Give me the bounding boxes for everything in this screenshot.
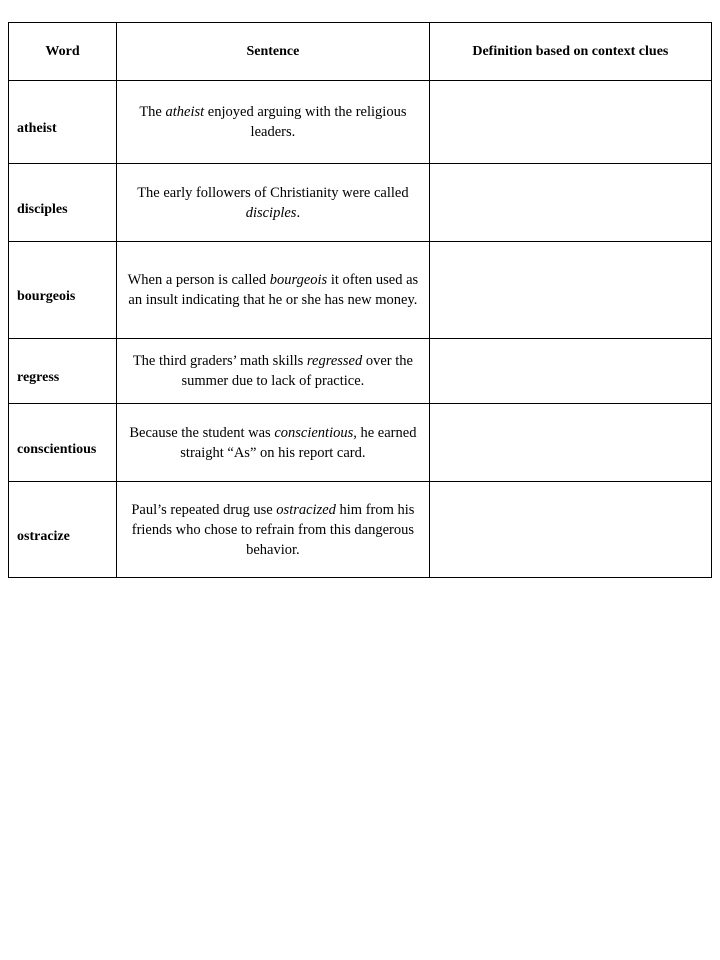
vocab-word-italic: atheist: [165, 104, 205, 120]
sentence-text: him from his friends who chose to refrain from this dangerous behavior.: [131, 501, 415, 558]
sentence-cell: [117, 404, 430, 482]
definition-cell[interactable]: [429, 81, 711, 164]
word-cell: regress: [9, 339, 117, 404]
vocab-word-italic: disciples: [245, 204, 297, 221]
word-cell: ostracize: [9, 482, 117, 578]
table-row: [9, 404, 712, 482]
header-definition: Definition based on context clues: [429, 23, 711, 81]
sentence-text: over the summer due to lack of practice.: [181, 353, 413, 389]
header-row: [9, 23, 712, 81]
sentence-text: When a person is called: [127, 272, 270, 288]
table-row: [9, 81, 712, 164]
sentence-cell: [117, 164, 430, 242]
table-row: [9, 242, 712, 339]
sentence-text: .: [296, 204, 301, 221]
definition-cell[interactable]: [429, 482, 711, 578]
sentence-text: The early followers of Christianity were called: [137, 184, 409, 201]
vocabulary-table: [8, 22, 712, 578]
sentence-text: Paul’s repeated drug use: [131, 501, 277, 518]
sentence-cell: [117, 81, 430, 164]
vocab-word-italic: ostracized: [276, 501, 336, 518]
definition-cell[interactable]: [429, 164, 711, 242]
table-row: [9, 482, 712, 578]
table-row: [9, 339, 712, 404]
word-cell: bourgeois: [9, 242, 117, 339]
header-word: Word: [9, 23, 117, 81]
vocab-word-italic: conscientious: [274, 424, 354, 441]
vocab-word-italic: bourgeois: [269, 272, 328, 288]
sentence-text: The third graders’ math skills: [132, 353, 307, 369]
word-cell: conscientious: [9, 404, 117, 482]
sentence-text: , he earned straight “As” on his report card.: [180, 424, 417, 461]
sentence-cell: [117, 242, 430, 339]
sentence-text: it often used as an insult indicating that he or she has new money.: [128, 272, 419, 308]
sentence-cell: [117, 339, 430, 404]
word-cell: atheist: [9, 81, 117, 164]
header-sentence: Sentence: [117, 23, 430, 81]
definition-cell[interactable]: [429, 339, 711, 404]
definition-cell[interactable]: [429, 404, 711, 482]
sentence-text: The: [139, 104, 166, 120]
word-cell: disciples: [9, 164, 117, 242]
sentence-cell: [117, 482, 430, 578]
vocab-word-italic: regressed: [306, 353, 363, 369]
definition-cell[interactable]: [429, 242, 711, 339]
table-row: [9, 164, 712, 242]
sentence-text: enjoyed arguing with the religious leaders.: [204, 104, 407, 140]
sentence-text: Because the student was: [129, 424, 275, 441]
